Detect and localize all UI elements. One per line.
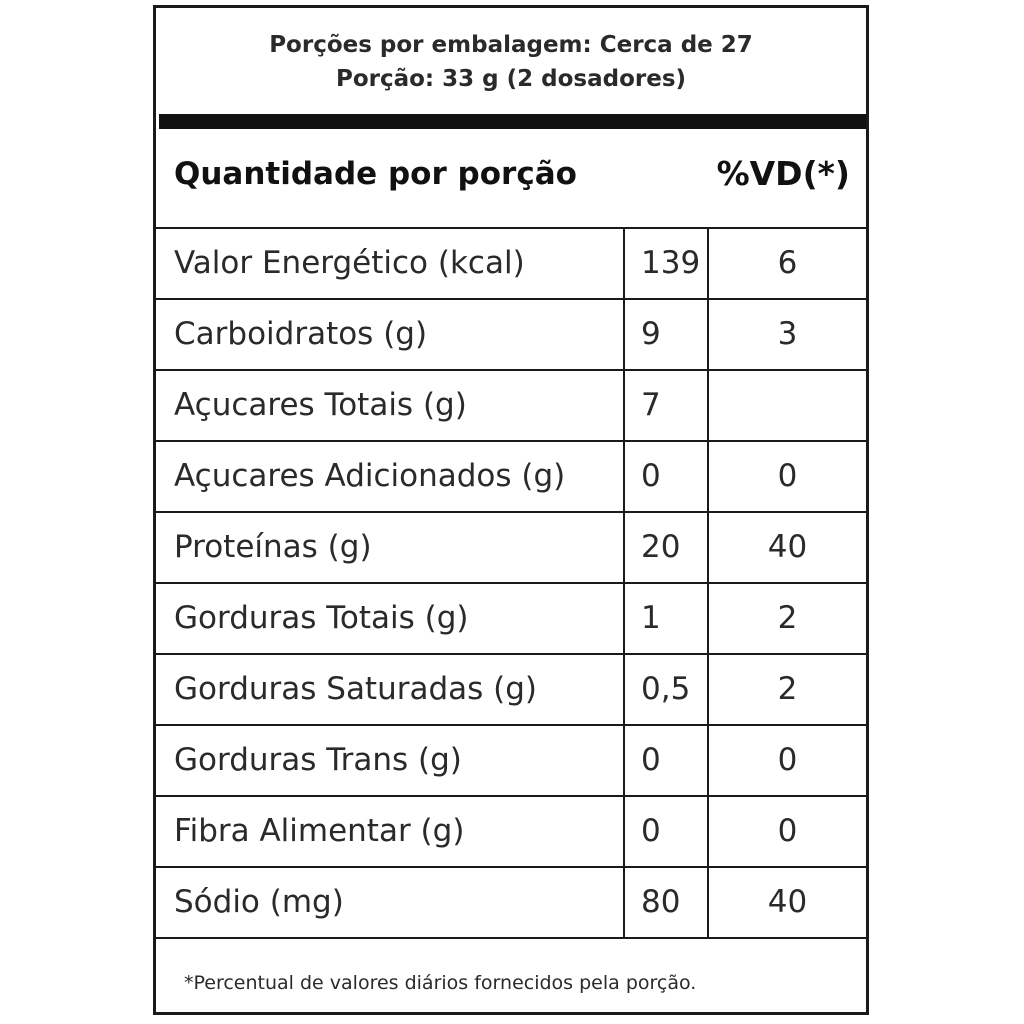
nutrient-amount: 0,5 [623, 655, 707, 724]
nutrient-row [156, 442, 866, 513]
servings-per-package: Porções por embalagem: Cerca de 27 [269, 32, 753, 58]
nutrient-amount: 7 [623, 371, 707, 440]
nutrient-row [156, 300, 866, 371]
nutrient-row [156, 513, 866, 584]
nutrient-daily-value [707, 371, 866, 440]
nutrient-name: Açucares Adicionados (g) [174, 458, 566, 494]
nutrient-amount: 0 [623, 797, 707, 866]
nutrient-name: Valor Energético (kcal) [174, 245, 525, 281]
nutrient-daily-value: 0 [707, 442, 866, 511]
nutrient-daily-value: 0 [707, 797, 866, 866]
nutrient-name: Carboidratos (g) [174, 316, 428, 352]
nutrient-daily-value: 2 [707, 655, 866, 724]
nutrient-table [156, 229, 866, 939]
quantity-per-serving-heading: Quantidade por porção [174, 156, 577, 192]
nutrient-row [156, 655, 866, 726]
nutrient-amount: 139 [623, 229, 707, 298]
footnote: *Percentual de valores diários fornecidos pela porção. [184, 972, 697, 994]
nutrient-row [156, 229, 866, 300]
nutrient-name: Gorduras Trans (g) [174, 742, 462, 778]
nutrient-row [156, 584, 866, 655]
nutrient-amount: 0 [623, 442, 707, 511]
nutrient-daily-value: 3 [707, 300, 866, 369]
nutrient-row [156, 797, 866, 868]
daily-value-heading: %VD(*) [716, 154, 850, 193]
nutrient-name: Fibra Alimentar (g) [174, 813, 465, 849]
nutrition-facts-label [153, 5, 869, 1015]
nutrient-amount: 9 [623, 300, 707, 369]
nutrient-row [156, 868, 866, 939]
nutrient-amount: 80 [623, 868, 707, 937]
nutrient-amount: 1 [623, 584, 707, 653]
label-header [156, 8, 866, 114]
nutrient-name: Gorduras Saturadas (g) [174, 671, 538, 707]
nutrient-daily-value: 6 [707, 229, 866, 298]
nutrient-daily-value: 40 [707, 868, 866, 937]
nutrient-daily-value: 40 [707, 513, 866, 582]
nutrient-name: Gorduras Totais (g) [174, 600, 469, 636]
nutrient-name: Sódio (mg) [174, 884, 344, 920]
nutrient-name: Proteínas (g) [174, 529, 372, 565]
nutrient-row [156, 371, 866, 442]
nutrient-daily-value: 0 [707, 726, 866, 795]
column-header [156, 129, 866, 229]
nutrient-name: Açucares Totais (g) [174, 387, 467, 423]
serving-size: Porção: 33 g (2 dosadores) [335, 66, 687, 92]
nutrient-daily-value: 2 [707, 584, 866, 653]
nutrient-row [156, 726, 866, 797]
nutrient-amount: 0 [623, 726, 707, 795]
thick-divider [159, 114, 866, 129]
nutrient-amount: 20 [623, 513, 707, 582]
